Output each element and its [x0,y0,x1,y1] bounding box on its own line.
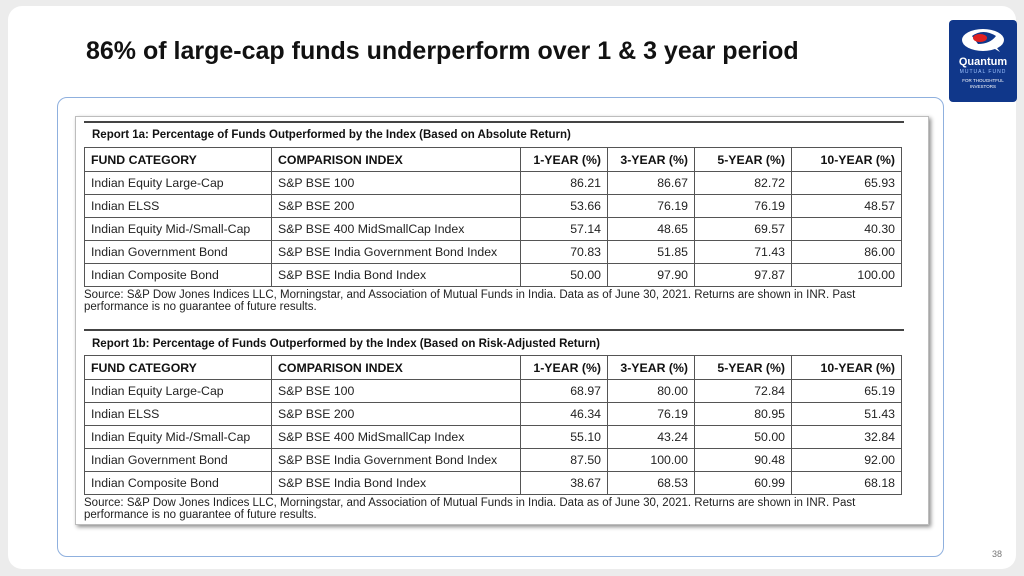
cell-fund-category: Indian Equity Mid-/Small-Cap [85,218,272,241]
cell-10-year: 65.93 [792,172,902,195]
cell-comparison-index: S&P BSE 200 [272,195,521,218]
cell-1-year: 50.00 [521,264,608,287]
report-1b-title: Report 1b: Percentage of Funds Outperformed by the Index (Based on Risk-Adjusted Return) [92,338,600,350]
cell-fund-category: Indian Equity Large-Cap [85,172,272,195]
cell-5-year: 76.19 [695,195,792,218]
report-1a-source: Source: S&P Dow Jones Indices LLC, Morningstar, and Association of Mutual Funds in India. Data as of June 30, 2021. Returns are shown in INR. Past performance is no guarantee of future results. [84,289,856,313]
slide-title: 86% of large-cap funds underperform over 1 & 3 year period [86,37,799,65]
table-header-row [85,148,902,172]
header-5-year: 5-YEAR (%) [695,356,792,380]
cell-comparison-index: S&P BSE 100 [272,172,521,195]
cell-3-year: 68.53 [608,472,695,495]
cell-5-year: 90.48 [695,449,792,472]
cell-fund-category: Indian Composite Bond [85,472,272,495]
table-row [85,426,902,449]
header-comparison-index: COMPARISON INDEX [272,356,521,380]
table-row [85,472,902,495]
cell-3-year: 97.90 [608,264,695,287]
cell-1-year: 86.21 [521,172,608,195]
table-row [85,264,902,287]
cell-comparison-index: S&P BSE 400 MidSmallCap Index [272,218,521,241]
table-row [85,449,902,472]
report-1a-title: Report 1a: Percentage of Funds Outperformed by the Index (Based on Absolute Return) [92,129,571,141]
cell-10-year: 86.00 [792,241,902,264]
cell-10-year: 40.30 [792,218,902,241]
cell-3-year: 80.00 [608,380,695,403]
header-10-year: 10-YEAR (%) [792,356,902,380]
header-fund-category: FUND CATEGORY [85,148,272,172]
cell-10-year: 68.18 [792,472,902,495]
cell-10-year: 65.19 [792,380,902,403]
cell-1-year: 38.67 [521,472,608,495]
cell-3-year: 86.67 [608,172,695,195]
cell-3-year: 76.19 [608,403,695,426]
cell-1-year: 53.66 [521,195,608,218]
cell-fund-category: Indian ELSS [85,195,272,218]
cell-comparison-index: S&P BSE India Bond Index [272,472,521,495]
cell-3-year: 48.65 [608,218,695,241]
cell-5-year: 72.84 [695,380,792,403]
cell-10-year: 48.57 [792,195,902,218]
table-row [85,241,902,264]
header-1-year: 1-YEAR (%) [521,148,608,172]
cell-comparison-index: S&P BSE India Government Bond Index [272,449,521,472]
report-1a-top-rule [84,121,904,123]
cell-5-year: 50.00 [695,426,792,449]
cell-5-year: 71.43 [695,241,792,264]
header-10-year: 10-YEAR (%) [792,148,902,172]
cell-5-year: 60.99 [695,472,792,495]
cell-comparison-index: S&P BSE 400 MidSmallCap Index [272,426,521,449]
report-1a-table [84,147,902,287]
header-comparison-index: COMPARISON INDEX [272,148,521,172]
cell-3-year: 43.24 [608,426,695,449]
table-row [85,380,902,403]
header-1-year: 1-YEAR (%) [521,356,608,380]
report-1b-source: Source: S&P Dow Jones Indices LLC, Morningstar, and Association of Mutual Funds in India. Data as of June 30, 2021. Returns are shown in INR. Past performance is no guarantee of future results. [84,497,856,521]
cell-fund-category: Indian Government Bond [85,241,272,264]
logo-brand: Quantum [958,56,1008,68]
cell-5-year: 97.87 [695,264,792,287]
cell-10-year: 51.43 [792,403,902,426]
cell-5-year: 82.72 [695,172,792,195]
logo-mark-icon [960,24,1006,54]
table-row [85,403,902,426]
cell-10-year: 92.00 [792,449,902,472]
cell-10-year: 32.84 [792,426,902,449]
table-row [85,218,902,241]
cell-3-year: 76.19 [608,195,695,218]
report-1b-table [84,355,902,495]
header-5-year: 5-YEAR (%) [695,148,792,172]
page-number: 38 [991,549,1002,559]
cell-comparison-index: S&P BSE India Bond Index [272,264,521,287]
cell-1-year: 55.10 [521,426,608,449]
header-3-year: 3-YEAR (%) [608,356,695,380]
cell-5-year: 69.57 [695,218,792,241]
cell-comparison-index: S&P BSE 100 [272,380,521,403]
header-fund-category: FUND CATEGORY [85,356,272,380]
cell-1-year: 57.14 [521,218,608,241]
cell-fund-category: Indian Equity Mid-/Small-Cap [85,426,272,449]
cell-1-year: 70.83 [521,241,608,264]
table-row [85,172,902,195]
cell-3-year: 51.85 [608,241,695,264]
cell-3-year: 100.00 [608,449,695,472]
header-3-year: 3-YEAR (%) [608,148,695,172]
cell-1-year: 46.34 [521,403,608,426]
cell-1-year: 87.50 [521,449,608,472]
cell-fund-category: Indian Government Bond [85,449,272,472]
cell-comparison-index: S&P BSE India Government Bond Index [272,241,521,264]
quantum-logo [949,20,1017,102]
cell-5-year: 80.95 [695,403,792,426]
report-1b-top-rule [84,329,904,331]
cell-fund-category: Indian Equity Large-Cap [85,380,272,403]
report-image [75,116,929,525]
table-row [85,195,902,218]
logo-tagline: FOR THOUGHTFUL INVESTORS [962,78,1004,89]
cell-10-year: 100.00 [792,264,902,287]
table-header-row [85,356,902,380]
cell-1-year: 68.97 [521,380,608,403]
cell-comparison-index: S&P BSE 200 [272,403,521,426]
cell-fund-category: Indian Composite Bond [85,264,272,287]
cell-fund-category: Indian ELSS [85,403,272,426]
logo-subtitle: MUTUAL FUND [959,69,1007,75]
